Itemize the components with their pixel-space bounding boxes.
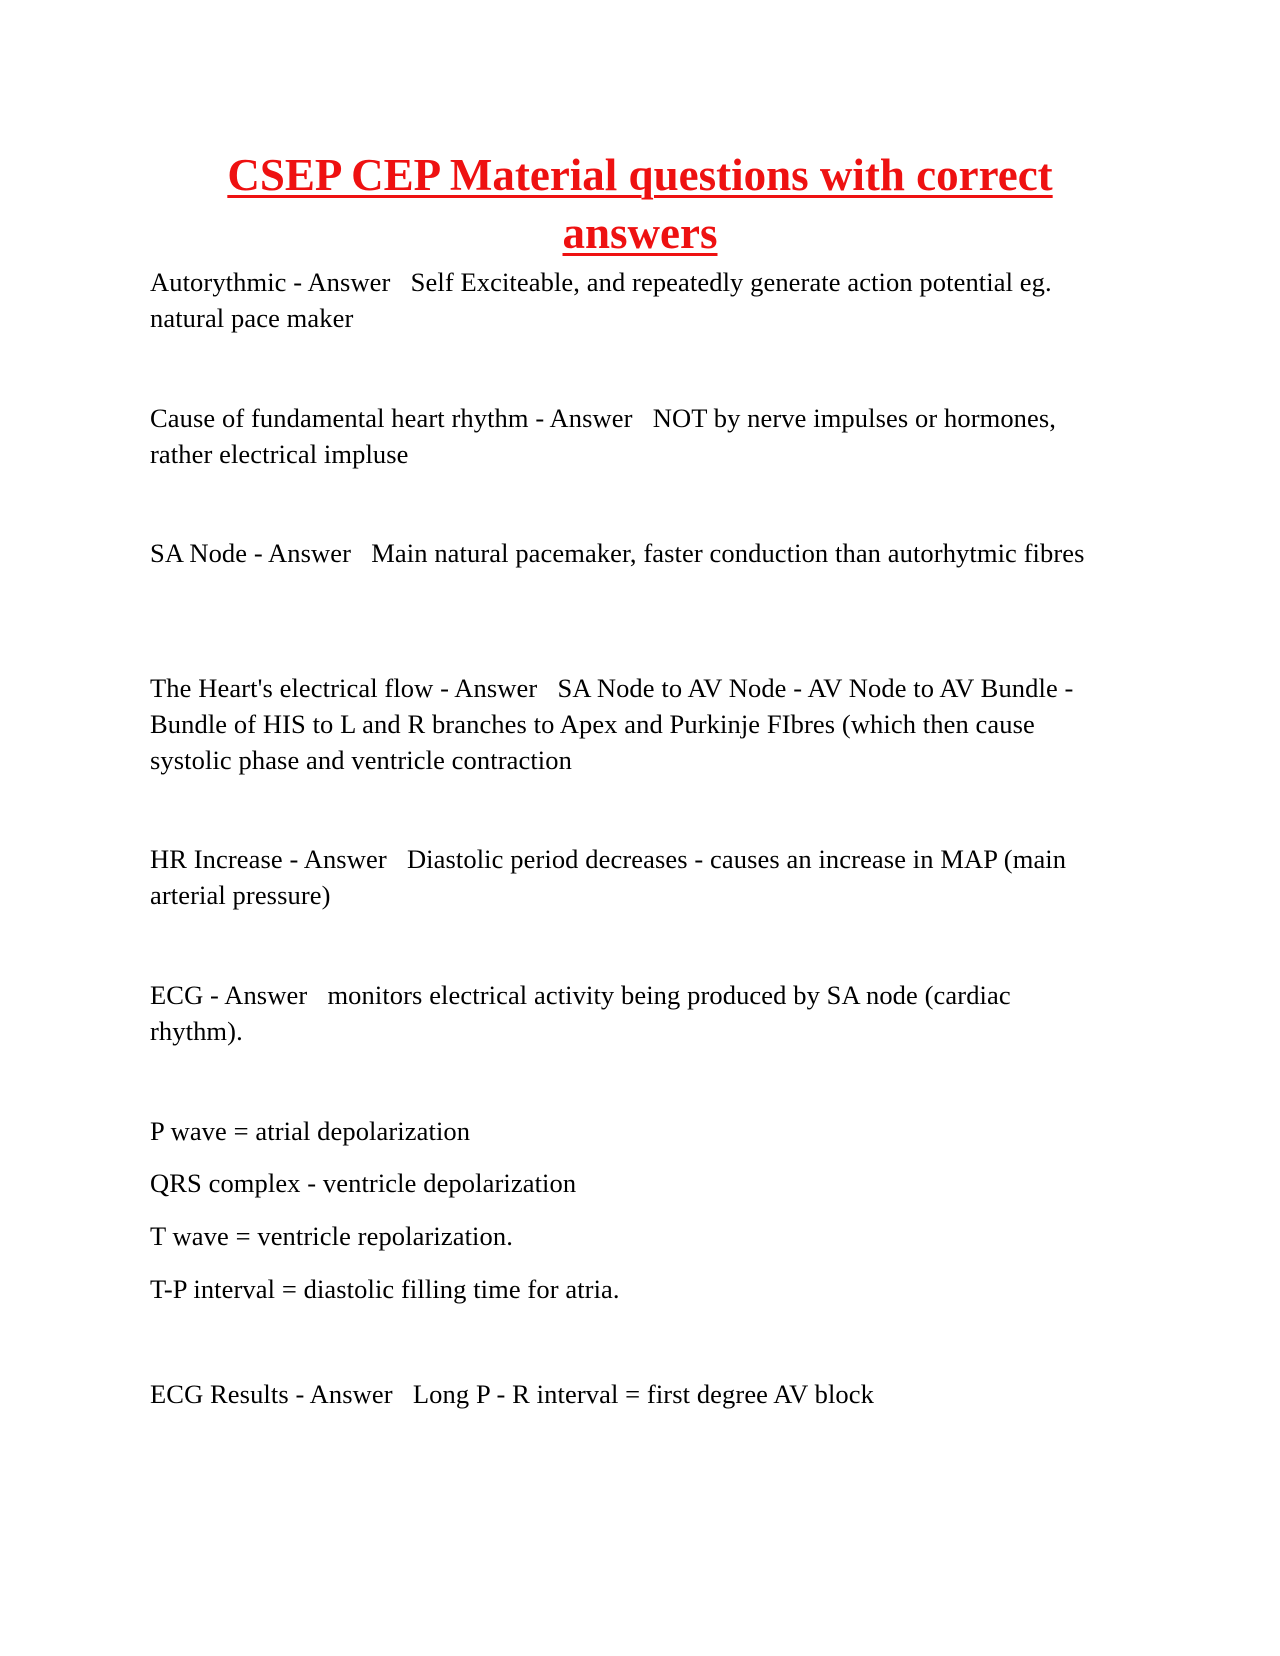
qa-entry-heart-rhythm — [150, 400, 1110, 472]
entry-answer: monitors electrical activity being produced by SA node (cardiac rhythm). — [150, 980, 1011, 1046]
entry-separator: - Answer — [247, 538, 352, 568]
entry-question: HR Increase — [150, 844, 283, 874]
entry-answer: Main natural pacemaker, faster conduction than autorhytmic fibres — [371, 538, 1085, 568]
entry-separator: - Answer — [433, 673, 538, 703]
entry-separator: - Answer — [288, 1379, 393, 1409]
entry-answer: NOT by nerve impulses or hormones, rather electrical impluse — [150, 403, 1057, 469]
entry-question: The Heart's electrical flow — [150, 673, 434, 703]
entry-separator: - Answer — [286, 267, 391, 297]
ecg-line-p-wave: P wave = atrial depolarization — [150, 1116, 471, 1146]
ecg-line-t-wave: T wave = ventricle repolarization. — [150, 1221, 513, 1251]
ecg-line-qrs-complex: QRS complex - ventricle depolarization — [150, 1168, 577, 1198]
entry-question: ECG — [150, 980, 204, 1010]
document-title: CSEP CEP Material questions with correct answers — [227, 150, 1053, 258]
entry-question: ECG Results — [150, 1379, 289, 1409]
qa-entry-ecg — [150, 977, 1110, 1049]
qa-entry-ecg-results — [150, 1376, 1110, 1412]
qa-entry-hr-increase — [150, 841, 1110, 913]
entry-question: SA Node — [150, 538, 248, 568]
qa-entry-autorythmic — [150, 264, 1110, 336]
entry-answer: Long P - R interval = first degree AV block — [412, 1379, 874, 1409]
entry-answer: Self Exciteable, and repeatedly generate action potential eg. natural pace maker — [150, 267, 1052, 333]
entry-question: Cause of fundamental heart rhythm — [150, 403, 529, 433]
entry-separator: - Answer — [528, 403, 633, 433]
qa-entry-electrical-flow — [150, 670, 1110, 778]
entry-separator: - Answer — [282, 844, 387, 874]
ecg-line-tp-interval: T-P interval = diastolic filling time for atria. — [150, 1274, 620, 1304]
entry-separator: - Answer — [203, 980, 308, 1010]
qa-entry-sa-node — [150, 535, 1110, 571]
entry-answer: Diastolic period decreases - causes an increase in MAP (main arterial pressure) — [150, 844, 1067, 910]
entry-answer: SA Node to AV Node - AV Node to AV Bundle - Bundle of HIS to L and R branches to Apex and Purkinje FIbres (which then cause systolic phase and ventricle contraction — [150, 673, 1074, 775]
entry-question: Autorythmic — [150, 267, 287, 297]
